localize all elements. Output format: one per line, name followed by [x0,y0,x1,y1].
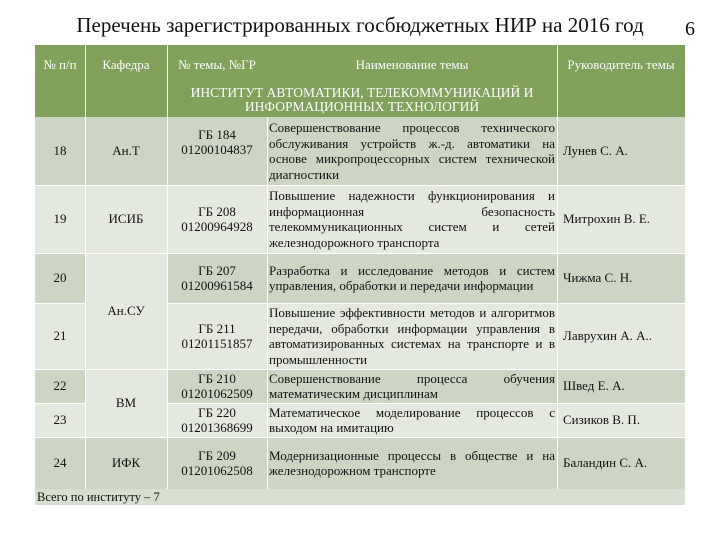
row-code: ГБ 220 01201368699 [181,404,253,435]
row-topic: Повышение надежности функционирования и информационная безопасность телекоммуникационных систем и сетей железнодорожного транспорта [269,188,555,250]
grid-line [167,45,168,489]
row-code: ГБ 209 01201062508 [181,447,253,478]
grid-line [85,45,86,489]
grid-line [35,369,685,370]
row-code: ГБ 210 01201062509 [181,370,253,401]
row-code: ГБ 208 01200964928 [181,203,253,234]
grid-line [35,303,85,304]
row-code: ГБ 207 01200961584 [181,262,253,293]
row-topic: Разработка и исследование методов и систем управления, обработки и передачи информации [269,262,555,293]
header-name: Наименование темы [267,45,557,83]
row-leader: Баландин С. А. [563,455,648,471]
row-topic: Модернизационные процессы в обществе и на железнодорожном транспорте [269,447,555,478]
research-table [35,45,685,505]
row-leader: Лунев С. А. [563,143,628,159]
grid-line [35,403,85,404]
row-dept: ВМ [115,395,137,411]
header-num: № п/п [35,45,85,83]
row-dept: ИСИБ [108,211,144,227]
grid-line [35,437,685,438]
grid-line [35,253,685,254]
row-num: 20 [53,270,67,286]
row-dept: ИФК [111,455,141,471]
header-leader: Руководитель темы [557,45,685,83]
header-code: № темы, №ГР [167,45,267,83]
row-dept: Ан.СУ [107,303,145,319]
institute-heading: ИНСТИТУТ АВТОМАТИКИ, ТЕЛЕКОММУНИКАЦИЙ И ИНФОРМАЦИОННЫХ ТЕХНОЛОГИЙ [190,85,534,114]
page-number: 6 [685,18,695,40]
row-leader: Швед Е. А. [563,378,625,394]
grid-line [35,185,685,186]
grid-line [167,303,685,304]
row-num: 21 [53,328,67,344]
grid-line [167,403,685,404]
header-dept: Кафедра [85,45,167,83]
row-topic: Совершенствование процесса обучения математическим дисциплинам [269,370,555,401]
row-leader: Сизиков В. П. [563,412,641,428]
row-code: ГБ 184 01200104837 [181,126,253,157]
row-topic: Совершенствование процессов технического обслуживания устройств ж.-д. автоматики на основе микропроцессорных систем технической диагностики [269,120,555,182]
row-num: 23 [53,412,67,428]
row-topic: Повышение эффективности методов и алгоритмов передачи, обработки информации управления в автоматизированных системах на транспорте и в промышленности [269,305,555,367]
row-topic: Математическое моделирование процессов с выходом на имитацию [269,404,555,435]
row-leader: Лаврухин А. А.. [563,328,652,344]
row-num: 19 [53,211,67,227]
row-dept: Ан.Т [112,143,140,159]
row-num: 24 [53,455,67,471]
institute-total: Всего по институту – 7 [35,489,685,505]
grid-line [557,45,558,489]
row-code: ГБ 211 01201151857 [181,320,253,351]
row-num: 22 [53,378,67,394]
row-leader: Митрохин В. Е. [563,211,651,227]
page-title: Перечень зарегистрированных госбюджетных НИР на 2016 год [76,13,644,37]
row-leader: Чижма С. Н. [563,270,633,286]
row-num: 18 [53,143,67,159]
